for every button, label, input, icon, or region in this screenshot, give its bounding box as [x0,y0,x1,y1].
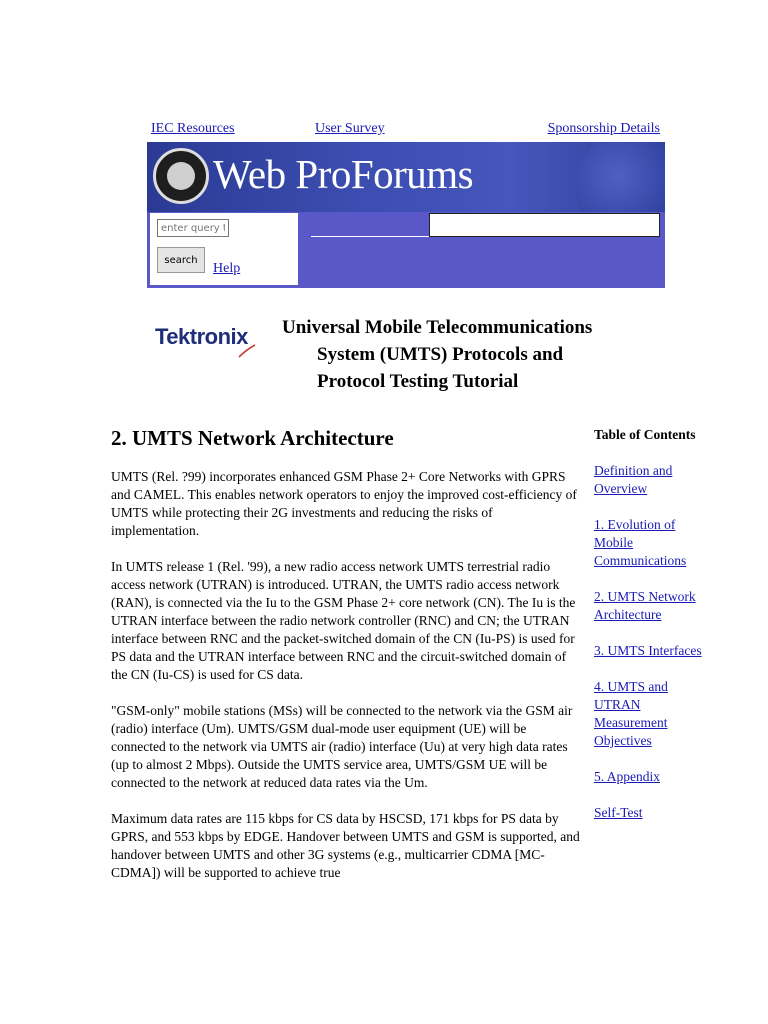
paragraph: UMTS (Rel. ?99) incorporates enhanced GSM Phase 2+ Core Networks with GPRS and CAMEL. This enables network operators to enjoy the improved cost-efficiency of UMTS while protecting their 2G investments and reducing the risks of implementation. [111,469,577,538]
toc-item-evolution[interactable]: 1. Evolution of Mobile Communications [594,517,687,568]
iec-seal-logo [153,148,209,204]
page-title [282,314,662,395]
tektronix-logo[interactable]: Tektronix [155,324,248,349]
search-panel [150,213,298,285]
search-button[interactable]: search [157,247,205,273]
search-input[interactable] [157,219,229,237]
top-links [151,121,660,139]
toc-item-measurement[interactable]: 4. UMTS and UTRAN Measurement Objectives [594,679,668,748]
toc-item-appendix[interactable]: 5. Appendix [594,769,660,784]
band-divider [311,236,429,237]
toc-heading: Table of Contents [594,427,696,442]
paragraph: In UMTS release 1 (Rel. '99), a new radio access network UMTS terrestrial radio access network (UTRAN) is introduced. UTRAN, the UMTS radio access network (RAN), is connected via the Iu to the GSM Phase 2+ core network (CN). The Iu is the UTRAN interface between the radio network controller (RNC) and CN; the UTRAN interface between RNC and the packet-switched domain of the CN (Iu-PS) is used for PS data and the UTRAN interface between RNC and the circuit-switched domain of the CN (Iu-CS) is used for CS data. [111,559,576,682]
article-body [111,468,581,900]
globe-graphic [575,142,665,212]
iec-resources-link[interactable]: IEC Resources [151,121,235,136]
toc-item-definition[interactable]: Definition and Overview [594,463,673,496]
web-proforums-banner[interactable] [147,142,665,212]
paragraph: "GSM-only" mobile stations (MSs) will be connected to the network via the GSM air (radio) interface (Um). UMTS/GSM dual-mode user equipment (UE) will be connected to the network via UMTS air (radio) interface (Uu) at very high data rates (up to almost 2 Mbps). Outside the UMTS service area, UMTS/GSM UE will be connected to the network at reduced data rates via the Um. [111,703,573,790]
page-title-line1: Universal Mobile Telecommunications [282,317,593,338]
help-link[interactable]: Help [213,261,241,276]
toc-item-interfaces[interactable]: 3. UMTS Interfaces [594,643,702,658]
tektronix-swoosh-icon [237,344,257,358]
toc-item-network-architecture[interactable]: 2. UMTS Network Architecture [594,589,696,622]
section-heading: 2. UMTS Network Architecture [111,426,394,450]
page-title-line3: Protocol Testing Tutorial [317,371,519,392]
banner-title: Web ProForums [213,151,474,197]
toc-item-self-test[interactable]: Self-Test [594,805,643,820]
page-title-line2: System (UMTS) Protocols and [317,344,564,365]
user-survey-link[interactable]: User Survey [315,121,385,136]
band-input-field[interactable] [429,213,660,237]
sponsorship-details-link[interactable]: Sponsorship Details [547,121,660,136]
table-of-contents [594,426,714,840]
paragraph: Maximum data rates are 115 kbps for CS data by HSCSD, 171 kbps for PS data by GPRS, and 553 kbps by EDGE. Handover between UMTS and GSM is supported, and handover between UMTS and other 3G systems (e.g., multicarrier CDMA [MC-CDMA]) will be supported to achieve true [111,811,580,880]
